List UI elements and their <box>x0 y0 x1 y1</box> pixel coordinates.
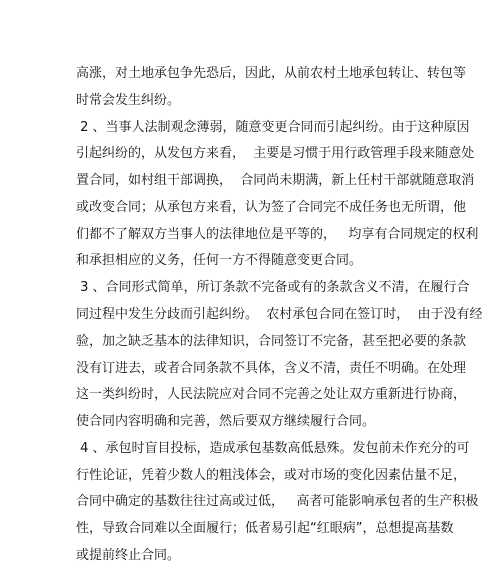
text-line: 高涨，对土地承包争先恐后，因此，从前农村土地承包转让、转包等 <box>76 66 467 81</box>
text-line: 时常会发生纠纷。 <box>76 93 181 108</box>
text-line: 或改变合同；从承包方来看，认为签了合同完不成任务也无所谓，他 <box>76 200 467 215</box>
text-line: 合同中确定的基数往往过高或过低， 高者可能影响承包者的生产积极 <box>76 494 479 509</box>
text-line: 没有订进去，或者合同条款不具体，含义不清，责任不明确。在处理 <box>76 361 467 376</box>
text-line: 和承担相应的义务，任何一方不得随意变更合同。 <box>76 253 363 268</box>
text-line: 性，导致合同难以全面履行；低者易引起“红眼病”，总想提高基数 <box>76 521 454 536</box>
paragraph-3-heading: 3 、合同形式简单，所订条款不完备或有的条款含义不清，在履行合 <box>76 280 470 295</box>
paragraph-4-heading: 4 、承包时盲目投标，造成承包基数高低悬殊。发包前未作充分的可 <box>76 441 470 456</box>
text-line: 置合同，如村组干部调换， 合同尚未期满，新上任村干部就随意取消 <box>76 173 475 188</box>
text-line: 这一类纠纷时，人民法院应对合同不完善之处让双方重新进行协商， <box>76 387 467 402</box>
text-line: 使合同内容明确和完善，然后要双方继续履行合同。 <box>76 414 376 429</box>
text-line: 验，加之缺乏基本的法律知识，合同签订不完备，甚至把必要的条款 <box>76 334 467 349</box>
text-line: 们都不了解双方当事人的法律地位是平等的， 均享有合同规定的权利 <box>76 227 479 242</box>
text-line: 引起纠纷的，从发包方来看， 主要是习惯于用行政管理手段来随意处 <box>76 146 475 161</box>
text-line: 同过程中发生分歧而引起纠纷。 农村承包合同在签订时， 由于没有经 <box>76 307 483 322</box>
text-line: 或提前终止合同。 <box>76 548 181 563</box>
paragraph-2-heading: 2 、当事人法制观念薄弱，随意变更合同而引起纠纷。由于这种原因 <box>76 120 470 135</box>
text-line: 行性论证，凭着少数人的粗浅体会，或对市场的变化因素估量不足， <box>76 468 467 483</box>
